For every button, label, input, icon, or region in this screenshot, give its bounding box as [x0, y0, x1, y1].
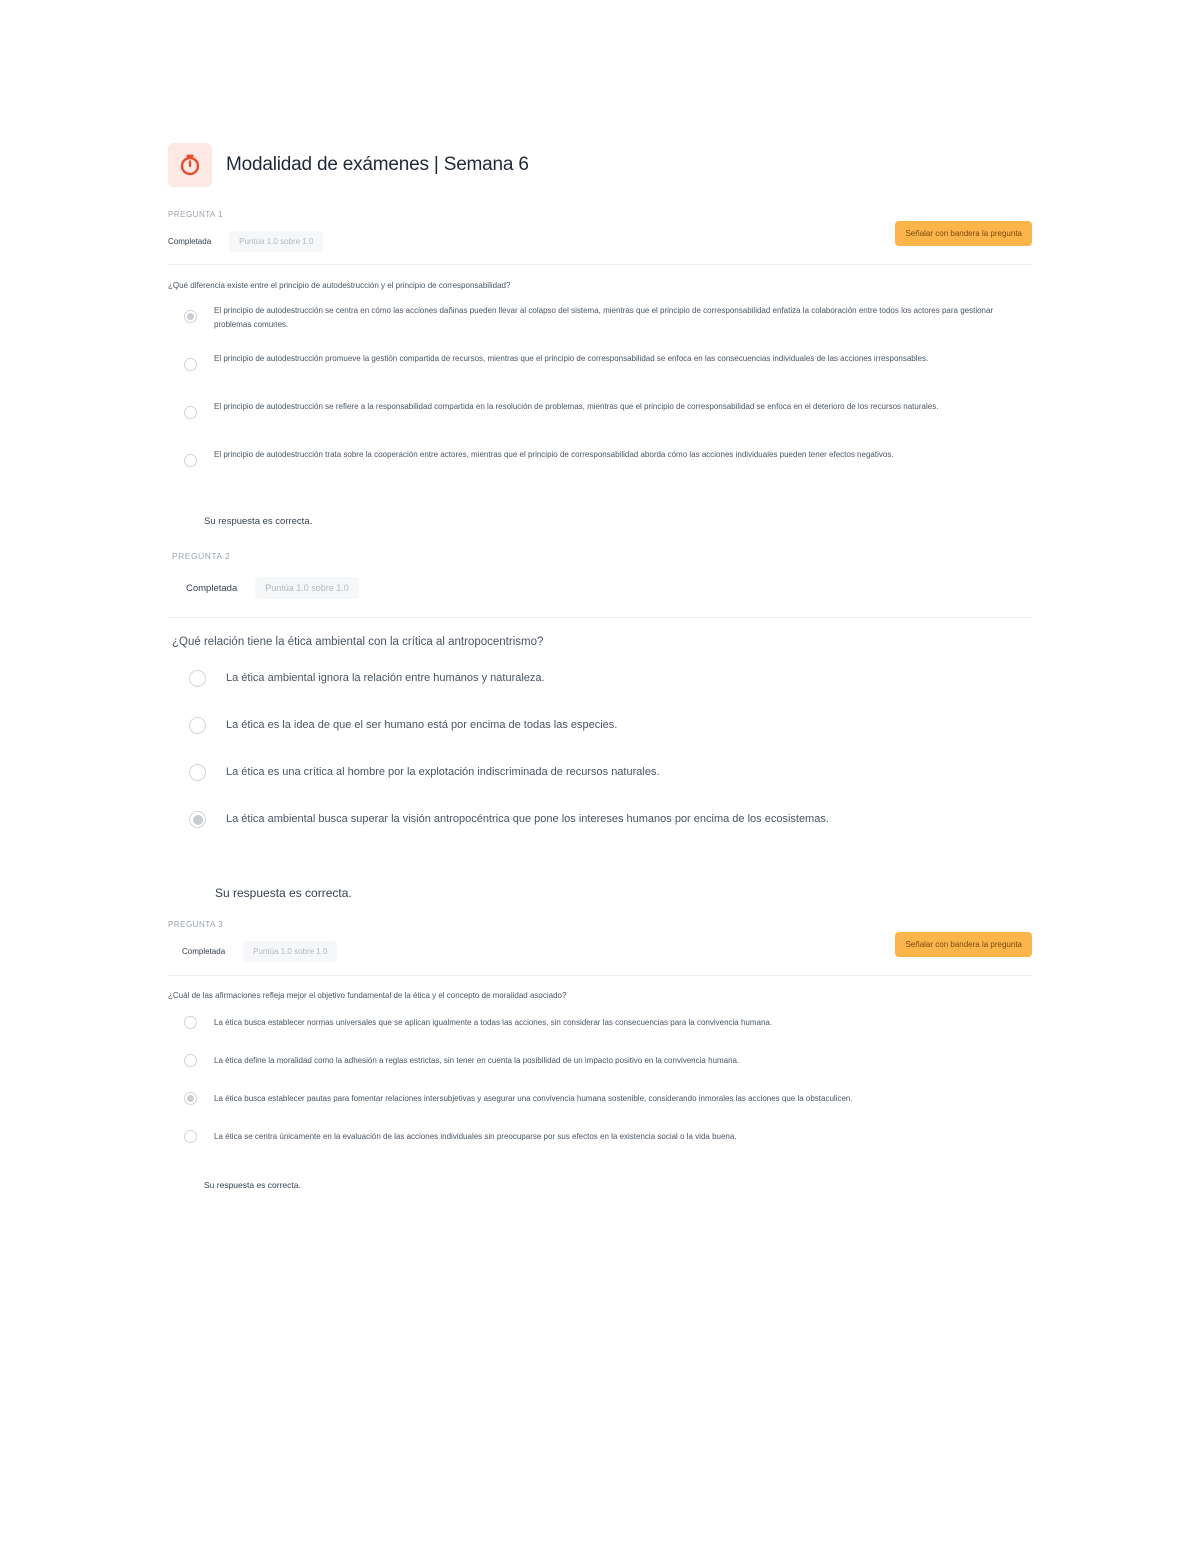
question-block-1	[168, 210, 1032, 527]
question-block-3	[168, 920, 1032, 1190]
question-status: Completada	[182, 947, 226, 956]
question-number: PREGUNTA 3	[168, 920, 224, 929]
answer-options	[168, 670, 1032, 858]
radio-button[interactable]	[189, 764, 206, 781]
flag-question-button[interactable]: Señalar con bandera la pregunta	[895, 932, 1032, 957]
stopwatch-icon	[178, 153, 202, 177]
radio-selected[interactable]	[184, 310, 197, 323]
answer-feedback: Su respuesta es correcta.	[215, 886, 352, 900]
radio-button[interactable]	[189, 670, 206, 687]
answer-text: El principio de autodestrucción se refiere a la responsabilidad compartida en la resolución de problemas, mientras que el principio de corresponsabilidad se enfoca en el deterioro de los recursos naturales.	[214, 402, 939, 411]
radio-dot	[187, 1095, 194, 1102]
divider	[168, 975, 1032, 976]
radio-selected[interactable]	[184, 1092, 197, 1105]
answer-option[interactable]	[168, 352, 1032, 400]
flag-question-button[interactable]: Señalar con bandera la pregunta	[895, 221, 1032, 246]
answer-option[interactable]	[168, 1054, 1032, 1092]
answer-options	[168, 304, 1032, 496]
question-status: Completada	[186, 582, 238, 594]
question-text: ¿Qué relación tiene la ética ambiental con la crítica al antropocentrismo?	[172, 636, 544, 648]
answer-text: La ética es una crítica al hombre por la explotación indiscriminada de recursos naturales.	[226, 766, 660, 778]
question-meta	[168, 577, 1032, 599]
question-number: PREGUNTA 1	[168, 210, 224, 219]
answer-text: La ética busca establecer normas universales que se aplican igualmente a todas las acciones, sin considerar las consecuencias para la convivencia humana.	[214, 1018, 773, 1027]
answer-option[interactable]	[168, 1092, 1032, 1130]
radio-button[interactable]	[184, 1016, 197, 1029]
radio-button[interactable]	[184, 1130, 197, 1143]
answer-text: La ética ambiental ignora la relación entre humanos y naturaleza.	[226, 672, 545, 684]
question-status: Completada	[168, 237, 212, 246]
radio-button[interactable]	[184, 358, 197, 371]
answer-option[interactable]	[168, 670, 1032, 717]
radio-dot	[187, 313, 194, 320]
answer-text: La ética busca establecer pautas para fomentar relaciones intersubjetivas y asegurar una convivencia humana sostenible, considerando inmorales las acciones que la obstaculicen.	[214, 1094, 853, 1103]
answer-text: La ética se centra únicamente en la evaluación de las acciones individuales sin preocuparse por sus efectos en la existencia social o la vida buena.	[214, 1132, 737, 1141]
answer-text: El principio de autodestrucción trata sobre la cooperación entre actores, mientras que el principio de corresponsabilidad aborda cómo las acciones individuales pueden tener efectos negativos.	[214, 450, 894, 459]
radio-button[interactable]	[189, 717, 206, 734]
exam-logo	[168, 143, 212, 187]
answer-option[interactable]	[168, 1130, 1032, 1168]
answer-feedback: Su respuesta es correcta.	[204, 516, 313, 527]
question-score: Puntúa 1.0 sobre 1.0	[243, 941, 337, 962]
answer-option[interactable]	[168, 1016, 1032, 1054]
radio-selected[interactable]	[189, 811, 206, 828]
question-text: ¿Qué diferencia existe entre el principio de autodestrucción y el principio de corresponsabilidad?	[168, 281, 511, 290]
answer-text: El principio de autodestrucción promueve la gestión compartida de recursos, mientras que el principio de corresponsabilidad se enfoca en las consecuencias individuales de las acciones irresponsables.	[214, 354, 929, 363]
radio-dot	[193, 815, 203, 825]
answer-option[interactable]	[168, 400, 1032, 448]
answer-option[interactable]	[168, 717, 1032, 764]
answer-option[interactable]	[168, 448, 1032, 496]
radio-button[interactable]	[184, 1054, 197, 1067]
radio-button[interactable]	[184, 406, 197, 419]
answer-feedback: Su respuesta es correcta.	[204, 1180, 301, 1190]
divider	[168, 264, 1032, 265]
question-score: Puntúa 1.0 sobre 1.0	[229, 231, 323, 252]
answer-text: La ética es la idea de que el ser humano está por encima de todas las especies.	[226, 719, 618, 731]
question-number: PREGUNTA 2	[172, 551, 231, 561]
page-title: Modalidad de exámenes | Semana 6	[226, 154, 529, 175]
question-text: ¿Cuál de las afirmaciones refleja mejor el objetivo fundamental de la ética y el concepto de moralidad asociado?	[168, 991, 567, 1000]
question-score: Puntúa 1.0 sobre 1.0	[255, 577, 359, 599]
page-header	[168, 143, 529, 187]
answer-option[interactable]	[168, 764, 1032, 811]
answer-options	[168, 1016, 1032, 1168]
answer-text: La ética define la moralidad como la adhesión a reglas estrictas, sin tener en cuenta la posibilidad de un impacto positivo en la convivencia humana.	[214, 1056, 740, 1065]
answer-option[interactable]	[168, 811, 1032, 858]
radio-button[interactable]	[184, 454, 197, 467]
question-block-2	[168, 551, 1032, 900]
answer-option[interactable]	[168, 304, 1032, 352]
answer-text: El principio de autodestrucción se centra en cómo las acciones dañinas pueden llevar al colapso del sistema, mientras que el principio de corresponsabilidad enfatiza la colaboración entre todos los actores para gestionar problemas comunes.	[214, 306, 994, 329]
divider	[168, 617, 1032, 618]
answer-text: La ética ambiental busca superar la visión antropocéntrica que pone los intereses humanos por encima de los ecosistemas.	[226, 813, 829, 825]
